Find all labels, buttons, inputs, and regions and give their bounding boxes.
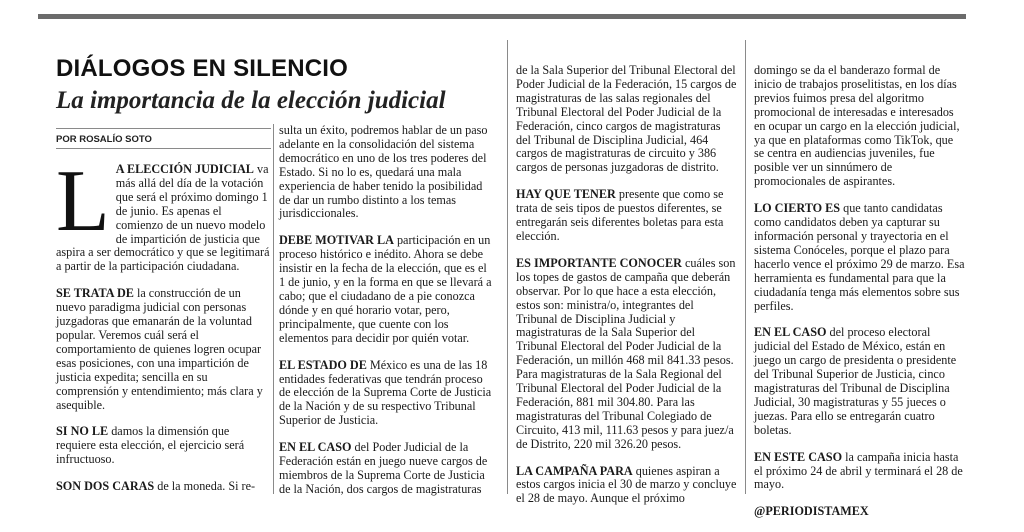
paragraph-text: domingo se da el banderazo formal de inicio de trabajos proselitistas, en los días previos fuimos presa del algoritmo promocional de interesadas e interesados en ocupar un cargo en la elección judicial, ya que en plataformas como TikTok, que se centra en audiencias juveniles, fue posible ver un sinnúmero de promocionales de aspirantes.: [754, 63, 960, 189]
drop-cap: L: [56, 153, 110, 250]
paragraph-lead: DEBE MOTIVAR LA: [279, 233, 394, 248]
paragraph-text: la campaña inicia hasta el próximo 24 de abril y terminará el 28 de mayo.: [754, 449, 963, 492]
paragraph-lead: EN EL CASO: [279, 440, 352, 455]
paragraph-text: del Poder Judicial de la Federación están en juego nueve cargos de miembros de la Suprema Corte de Justicia de la Nación, dos cargos de magistraturas: [279, 440, 488, 496]
paragraph: [279, 124, 494, 221]
column-divider: [745, 40, 746, 494]
paragraph-text: que tanto candidatas como candidatos deben ya capturar su información personal y trayectoria en el sistema Conóceles, porque el plazo para hacerlo vence el próximo 29 de marzo. Esa herramienta es fundamental para que la ciudadanía tenga más elementos sobre sus perfiles.: [754, 201, 965, 313]
paragraph-text: quienes aspiran a estos cargos inicia el 30 de marzo y concluye el 28 de mayo. Aunque el próximo: [516, 463, 737, 506]
byline-rule-bottom: [56, 148, 271, 149]
paragraph: [56, 425, 271, 467]
text-column-3: [516, 64, 738, 519]
paragraph-lead: EN ESTE CASO: [754, 449, 843, 464]
paragraph: [516, 64, 738, 175]
paragraph-lead: ES IMPORTANTE CONOCER: [516, 255, 682, 270]
text-column-1: [56, 153, 271, 507]
paragraph: [754, 326, 966, 437]
paragraph: [279, 359, 494, 429]
paragraph-lead: EL ESTADO DE: [279, 357, 367, 372]
paragraph: [754, 451, 966, 493]
text-column-4: [754, 64, 966, 532]
paragraph-text: de la Sala Superior del Tribunal Electoral del Poder Judicial de la Federación, 15 cargos de magistraturas de las salas regionales del Tribunal Electoral del Poder Judicial de la Federación, cinco cargos de magistraturas del Tribunal de Disciplina Judicial, 464 cargos de magistraturas de circuito y 386 cargos de personas juzgadoras de distrito.: [516, 63, 737, 175]
paragraph-lead: SI NO LE: [56, 424, 109, 439]
paragraph-text: México es una de las 18 entidades federativas que tendrán proceso de elección de la Suprema Corte de Justicia de la Nación y de su respectivo Tribunal Superior de Justicia.: [279, 357, 492, 428]
paragraph-text: participación en un proceso histórico e inédito. Ahora se debe insistir en la fecha de la elección, que es el 1 de junio, y en la forma en que se llevará a cabo; que el ciudadano de a pie conozca dónde y en qué horario votar, pero, principalmente, que cuente con los elementos para decidir por quién votar.: [279, 233, 492, 345]
column-title: DIÁLOGOS EN SILENCIO: [56, 55, 349, 82]
paragraph-text: presente que como se trata de seis tipos de puestos diferentes, se entregarán seis diferentes boletas para esta elección.: [516, 187, 724, 243]
paragraph: [516, 257, 738, 452]
paragraph-text: sulta un éxito, podremos hablar de un paso adelante en la consolidación del sistema democrático en uno de los tres poderes del Estado. Si no lo es, quedará una mala experiencia de haber tenido la posibilidad de dar un rumbo distinto a los temas jurisdiccionales.: [279, 123, 488, 221]
byline-rule: [56, 128, 271, 129]
paragraph-text: la construcción de un nuevo paradigma judicial con personas juzgadoras que emanarán de la voluntad popular. Veremos cuál será el comportamiento de quienes logren ocupar esas posiciones, con una impartición de justicia expedita; sencilla en su comprensión y entendimiento; más clara y asequible.: [56, 286, 263, 412]
paragraph-text: de la moneda. Si re-: [154, 479, 256, 494]
paragraph-lead: HAY QUE TENER: [516, 187, 616, 202]
paragraph-text: damos la dimensión que requiere esta elección, el ejercicio será infructuoso.: [56, 424, 245, 467]
paragraph: [754, 64, 966, 189]
paragraph: [516, 465, 738, 507]
paragraph: [279, 441, 494, 497]
column-divider: [273, 124, 274, 494]
paragraph: [279, 234, 494, 345]
paragraph-lead: A ELECCIÓN JUDICIAL: [115, 162, 254, 176]
author-handle: @PERIODISTAMEX: [754, 504, 869, 519]
byline: POR ROSALÍO SOTO: [56, 134, 152, 145]
text-column-2: [279, 124, 494, 510]
paragraph: [56, 287, 271, 412]
paragraph-lead: LA CAMPAÑA PARA: [516, 463, 633, 478]
paragraph-text: cuáles son los topes de gastos de campaña que deberán observar. Por lo que hace a esta elección, estos son: ministra/o, integrantes del Tribunal de Disciplina Judicial y magistraturas de la Sala Superior del Tribunal Electoral del Poder Judicial de la Federación, un millón 468 mil 841.33 pesos. Para magistraturas de la Sala Regional del Tribunal Electoral del Poder Judicial de la Federación, 881 mil 304.80. Para las magistraturas del Tribunal Colegiado de Circuito, 413 mil, 111.63 pesos y para juez/a de Distrito, 220 mil 326.20 pesos.: [516, 255, 736, 451]
paragraph-lead: EN EL CASO: [754, 325, 827, 340]
paragraph-text: va más allá del día de la votación que será el próximo domingo 1 de junio. Es apenas el comienzo de un nuevo modelo de impartición de justicia que aspira a ser democrático y que se legitimará a partir de la participación ciudadana.: [56, 162, 270, 274]
top-rule: [38, 14, 966, 19]
paragraph-lead: LO CIERTO ES: [754, 201, 841, 216]
paragraph-lead: SE TRATA DE: [56, 286, 134, 301]
paragraph-lead: SON DOS CARAS: [56, 479, 155, 494]
article-subtitle: La importancia de la elección judicial: [56, 87, 446, 114]
paragraph-text: del proceso electoral judicial del Estado de México, están en juego un cargo de presidenta o presidente del Tribunal Superior de Justicia, cinco magistraturas del Tribunal de Disciplina Judicial, 30 magistraturas y 55 jueces o juezas. Para ello se entregarán cuatro boletas.: [754, 325, 957, 437]
column-divider: [507, 40, 508, 494]
article-header: [56, 55, 496, 116]
paragraph: [56, 480, 271, 494]
paragraph: [56, 153, 271, 274]
paragraph: [516, 188, 738, 244]
paragraph: [754, 202, 966, 313]
